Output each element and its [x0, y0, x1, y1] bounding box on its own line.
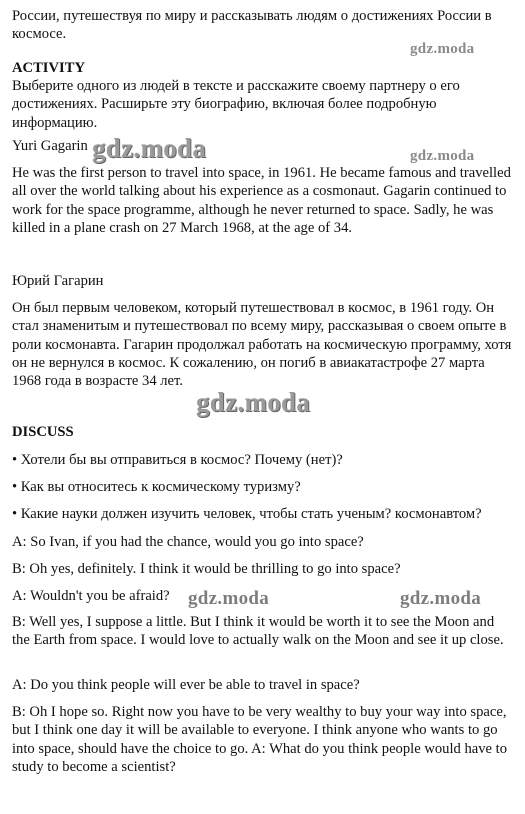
activity-heading: ACTIVITY — [12, 60, 85, 76]
watermark: gdz.moda — [410, 41, 475, 57]
watermark: gdz.moda — [188, 588, 270, 609]
dialogue-line: B: Well yes, I suppose a little. But I think it would be worth it to see the Moon and the Earth from space. I would love to actually walk on the Moon and see it up close. — [12, 614, 504, 649]
gagarin-bio-en: He was the first person to travel into space, in 1961. He became famous and travelled all over the world talking about his experience as a cosmonaut. Gagarin continued to work for the space programme, although he never returned to space. Sadly, he was killed in a plane crash on 27 March 1968, at the age of 34. — [12, 165, 511, 236]
dialogue-line: B: Oh I hope so. Right now you have to be very wealthy to buy your way into space, but I think one day it will be available to everyone. I think anyone who wants to go into space, should have the choice to go. A: What do you think people would have to study to become a scientist? — [12, 704, 508, 775]
watermark: gdz.moda — [410, 148, 475, 164]
intro-paragraph: России, путешествуя по миру и рассказывать людям о достижениях России в космосе. — [12, 8, 492, 43]
dialogue-line: A: Do you think people will ever be able to travel in space? — [12, 677, 360, 693]
watermark: gdz.moda — [92, 133, 207, 163]
gagarin-name-en: Yuri Gagarin — [12, 138, 88, 154]
dialogue-line: B: Oh yes, definitely. I think it would be thrilling to go into space? — [12, 561, 401, 577]
watermark: gdz.moda — [196, 387, 311, 417]
gagarin-bio-ru: Он был первым человеком, который путешествовал в космос, в 1961 году. Он стал знаменитым и путешествовал по всему миру, рассказывая о своем опыте в роли космонавта. Гагарин продолжал работать на космическую программу, хотя он не вернулся в космос. К сожалению, он погиб в авиакатастрофе 27 марта 1968 года в возрасте 34 лет. — [12, 300, 512, 390]
discuss-question: • Какие науки должен изучить человек, чтобы стать ученым? космонавтом? — [12, 506, 482, 522]
discuss-heading: DISCUSS — [12, 424, 74, 440]
discuss-question: • Хотели бы вы отправиться в космос? Почему (нет)? — [12, 452, 343, 468]
dialogue-line: A: So Ivan, if you had the chance, would you go into space? — [12, 534, 364, 550]
dialogue-line: A: Wouldn't you be afraid? — [12, 588, 170, 604]
discuss-question: • Как вы относитесь к космическому туризму? — [12, 479, 301, 495]
activity-instructions: Выберите одного из людей в тексте и расскажите своему партнеру о его достижениях. Расширьте эту биографию, включая более подробную информацию. — [12, 78, 460, 131]
gagarin-name-ru: Юрий Гагарин — [12, 273, 104, 289]
watermark: gdz.moda — [400, 588, 482, 609]
